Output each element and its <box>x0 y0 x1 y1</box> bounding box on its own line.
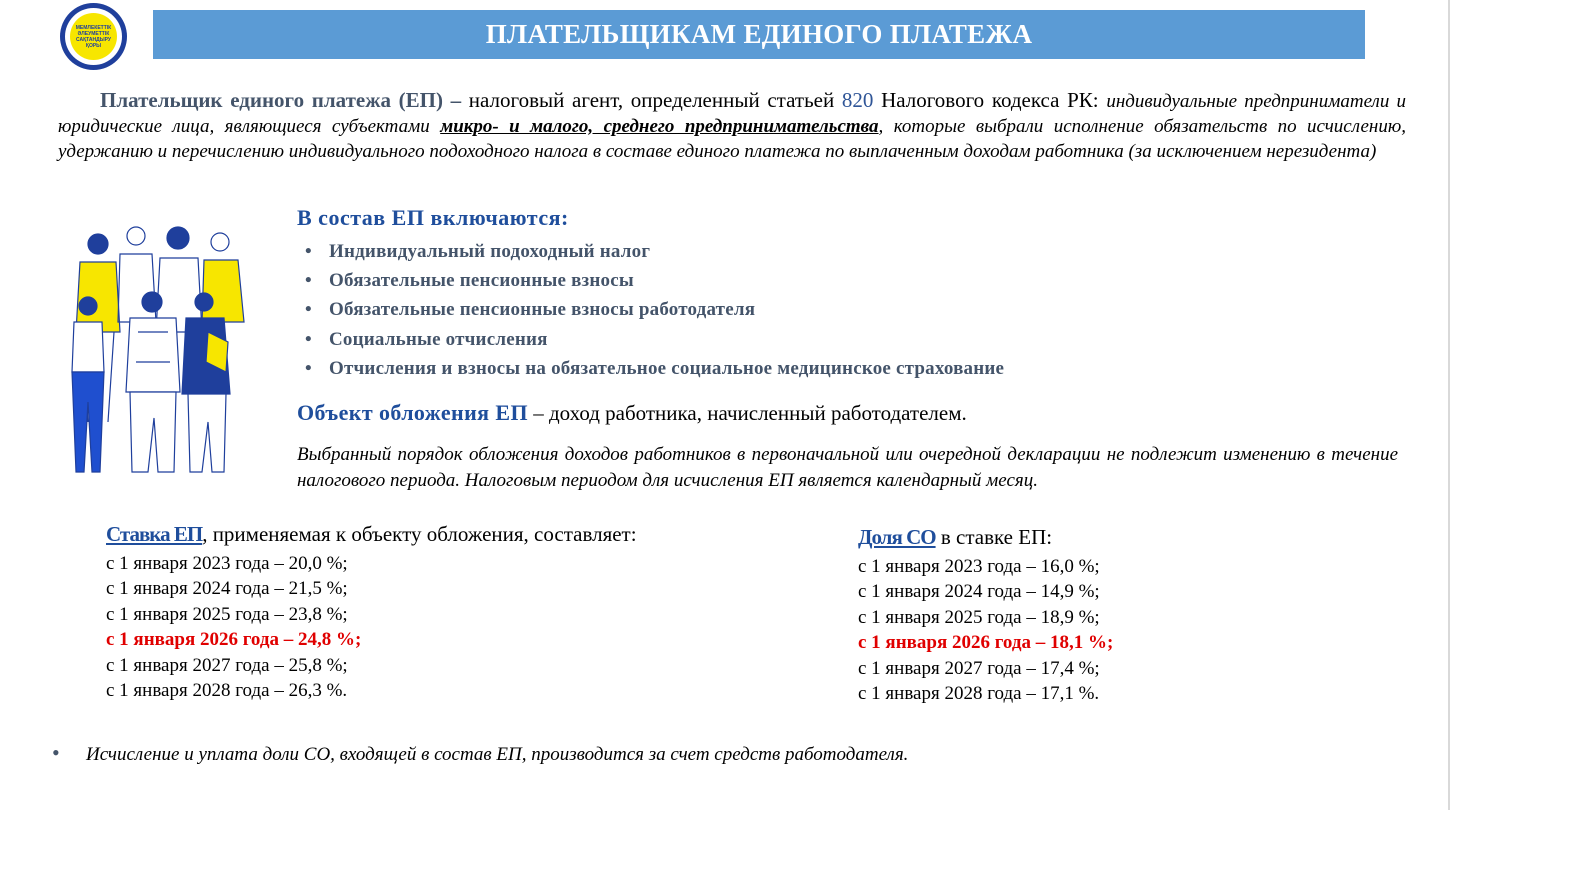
share-heading-rest: в ставке ЕП: <box>935 525 1053 549</box>
bullet-icon: • <box>305 270 312 292</box>
logo <box>60 3 127 70</box>
intro-term: Плательщик единого платежа (ЕП) <box>100 88 443 112</box>
bullet-icon: • <box>305 241 312 262</box>
rate-row: с 1 января 2025 года – 23,8 %; <box>106 603 348 625</box>
rate-row: с 1 января 2027 года – 25,8 %; <box>106 654 348 676</box>
share-row: с 1 января 2025 года – 18,9 %; <box>858 606 1100 628</box>
share-row-highlight: с 1 января 2026 года – 18,1 %; <box>858 632 1114 654</box>
bullet-icon: • <box>52 740 60 765</box>
list-item <box>305 327 1004 356</box>
intro-text2: Налогового кодекса РК: <box>873 88 1107 112</box>
intro-italic1: индивидуальные предприниматели и юридические лица, являющиеся субъектами <box>58 91 1406 137</box>
figure-front-1 <box>72 297 104 472</box>
logo-text: МЕМЛЕКЕТТІК ӘЛЕУМЕТТІК САҚТАНДЫРУ ҚОРЫ <box>70 13 117 60</box>
page-title: ПЛАТЕЛЬЩИКАМ ЕДИНОГО ПЛАТЕЖА <box>485 19 1033 49</box>
rate-row: с 1 января 2023 года – 20,0 %; <box>106 553 348 574</box>
object-definition <box>297 400 967 426</box>
intro-dash: – <box>442 88 469 112</box>
list-item-text: Индивидуальный подоходный налог <box>329 241 651 262</box>
list-item <box>305 268 1004 297</box>
title-banner <box>153 10 1365 59</box>
list-item-text: Отчисления и взносы на обязательное социальное медицинское страхование <box>329 357 1005 379</box>
intro-text1: налоговый агент, определенный статьей <box>468 88 842 112</box>
object-text: – доход работника, начисленный работодателем. <box>527 401 967 425</box>
bullet-icon: • <box>305 357 312 379</box>
includes-title: В состав ЕП включаются: <box>297 205 569 230</box>
rate-row-highlight: с 1 января 2026 года – 24,8 %; <box>106 629 362 651</box>
people-illustration <box>58 222 258 484</box>
divider-line <box>1448 0 1450 810</box>
share-key: Доля СО <box>858 525 936 549</box>
footer-text: Исчисление и уплата доли СО, входящей в состав ЕП, производится за счет средств работодателя. <box>86 744 909 765</box>
object-title: Объект обложения ЕП <box>297 400 528 425</box>
intro-paragraph <box>58 88 1406 164</box>
share-row: с 1 января 2023 года – 16,0 %; <box>858 556 1100 577</box>
includes-list <box>305 239 1004 385</box>
rate-row: с 1 января 2024 года – 21,5 %; <box>106 578 348 600</box>
share-heading <box>858 525 1113 550</box>
footer-note <box>52 740 908 766</box>
rate-heading <box>106 522 637 547</box>
list-item-text: Обязательные пенсионные взносы работодателя <box>329 299 756 321</box>
figure-front-3 <box>182 293 230 472</box>
share-row: с 1 января 2024 года – 14,9 %; <box>858 581 1100 603</box>
rate-key: Ставка ЕП <box>106 522 203 546</box>
share-block <box>858 525 1113 706</box>
list-item-text: Социальные отчисления <box>329 328 548 350</box>
share-row: с 1 января 2028 года – 17,1 %. <box>858 682 1100 704</box>
bullet-icon: • <box>305 328 312 350</box>
share-row: с 1 января 2027 года – 17,4 %; <box>858 657 1100 679</box>
chosen-order-note: Выбранный порядок обложения доходов работников в первоначальной или очередной декларации не подлежит изменению в течение налогового периода. Налоговым периодом для исчисления ЕП является календарный месяц. <box>297 444 1398 491</box>
rate-block <box>106 522 637 703</box>
figure-back-3 <box>156 227 202 332</box>
rate-row: с 1 января 2028 года – 26,3 %. <box>106 679 348 701</box>
rate-heading-rest: , применяемая к объекту обложения, составляет: <box>202 522 637 546</box>
intro-article-number: 820 <box>841 88 874 112</box>
intro-italic2: , которые выбрали исполнение обязательств по исчислению, удержанию и перечислению индивидуального подоходного налога в составе единого платежа по выплаченным доходам работника (за исключением нерезидента) <box>58 116 1406 162</box>
list-item <box>305 297 1004 326</box>
intro-underlined: микро- и малого, среднего предпринимательства <box>440 116 879 137</box>
list-item <box>305 239 1004 268</box>
list-item-text: Обязательные пенсионные взносы <box>329 270 634 292</box>
list-item <box>305 356 1004 385</box>
bullet-icon: • <box>305 299 312 321</box>
figure-front-2 <box>126 292 180 472</box>
